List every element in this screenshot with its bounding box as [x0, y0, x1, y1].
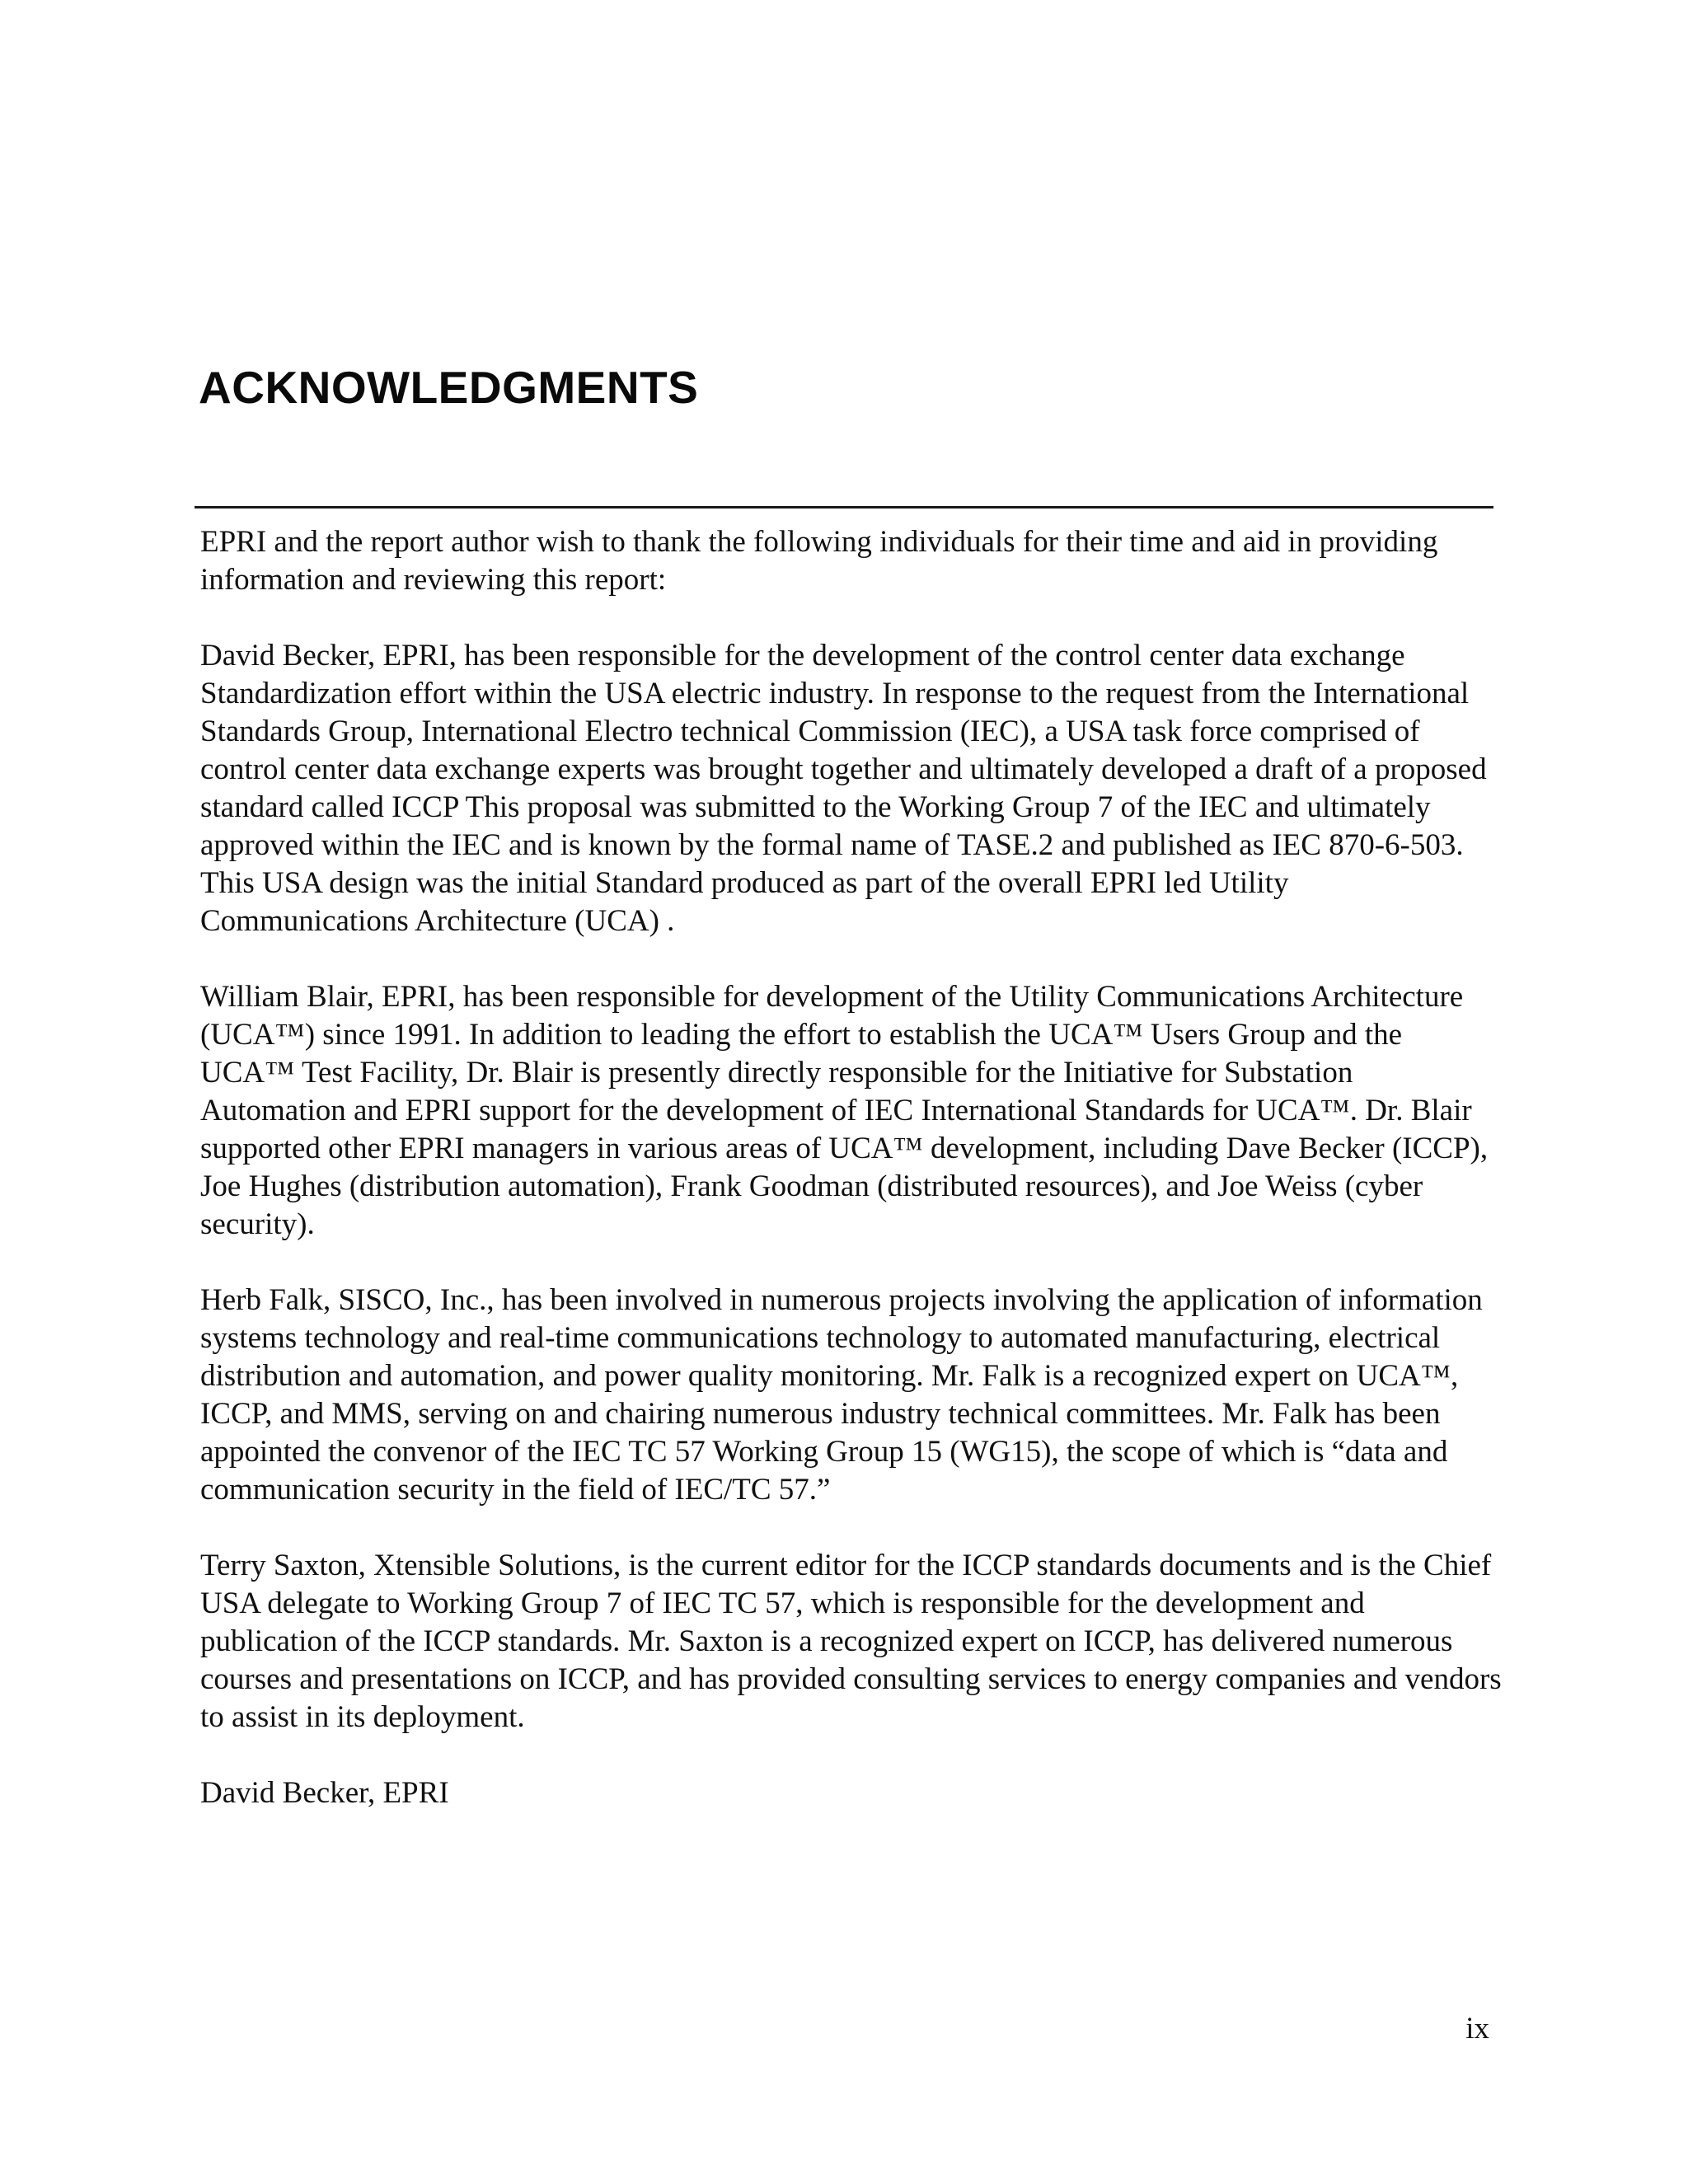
acknowledgments-body [200, 523, 1503, 1850]
page-number: ix [1465, 2012, 1489, 2046]
becker-paragraph: David Becker, EPRI, has been responsible for the development of the control center data exchange Standardization effort within the USA electric industry. In response to the request from the International Standards Group, International Electro technical Commission (IEC), a USA task force comprised of control center data exchange experts was brought together and ultimately developed a draft of a proposed standard called ICCP This proposal was submitted to the Working Group 7 of the IEC and ultimately approved within the IEC and is known by the formal name of TASE.2 and published as IEC 870-6-503. This USA design was the initial Standard produced as part of the overall EPRI led Utility Communications Architecture (UCA) . [200, 639, 1487, 938]
page-title: ACKNOWLEDGMENTS [199, 362, 699, 413]
signature-line: David Becker, EPRI [200, 1776, 449, 1810]
intro-paragraph: EPRI and the report author wish to thank the following individuals for their time and aid in providing information and reviewing this report: [200, 525, 1438, 597]
saxton-paragraph: Terry Saxton, Xtensible Solutions, is the current editor for the ICCP standards documents and is the Chief USA delegate to Working Group 7 of IEC TC 57, which is responsible for the development and publication of the ICCP standards. Mr. Saxton is a recognized expert on ICCP, has delivered numerous courses and presentations on ICCP, and has provided consulting services to energy companies and vendors to assist in its deployment. [200, 1549, 1502, 1734]
heading-divider [195, 506, 1493, 509]
falk-paragraph: Herb Falk, SISCO, Inc., has been involved in numerous projects involving the application of information systems technology and real-time communications technology to automated manufacturing, electrical distribution and automation, and power quality monitoring. Mr. Falk is a recognized expert on UCA™, ICCP, and MMS, serving on and chairing numerous industry technical committees. Mr. Falk has been appointed the convenor of the IEC TC 57 Working Group 15 (WG15), the scope of which is “data and communication security in the field of IEC/TC 57.” [200, 1283, 1483, 1507]
blair-paragraph: William Blair, EPRI, has been responsible for development of the Utility Communications Architecture (UCA™) since 1991. In addition to leading the effort to establish the UCA™ Users Group and the UCA™ Test Facility, Dr. Blair is presently directly responsible for the Initiative for Substation Automation and EPRI support for the development of IEC International Standards for UCA™. Dr. Blair supported other EPRI managers in various areas of UCA™ development, including Dave Becker (ICCP), Joe Hughes (distribution automation), Frank Goodman (distributed resources), and Joe Weiss (cyber security). [200, 980, 1489, 1241]
